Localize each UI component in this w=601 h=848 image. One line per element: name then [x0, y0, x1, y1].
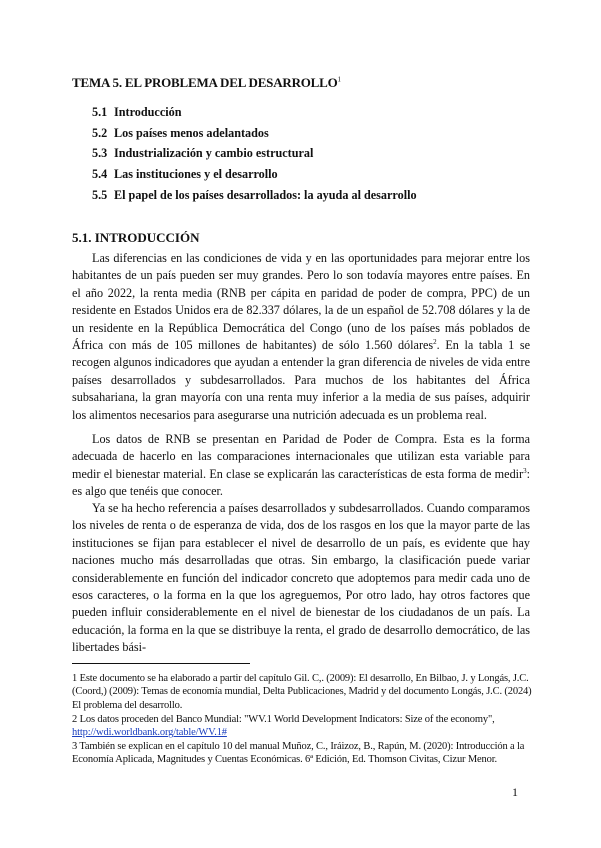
footnote-separator [72, 663, 250, 664]
footnote-marker: 3 [523, 466, 527, 475]
chapter-title: TEMA 5. EL PROBLEMA DEL DESARROLLO$^1$ [72, 75, 341, 90]
section-heading: 5.1. INTRODUCCIÓN [72, 230, 200, 245]
toc-item: 5.2 Los países menos adelantados [92, 125, 269, 140]
footnote-link[interactable]: http://wdi.worldbank.org/table/WV.1# [72, 727, 227, 739]
paragraph-2: Los datos de RNB se presentan en Paridad de Poder de Compra. Esta es la forma adecuada de hacerlo en las comparaciones internacionales que utilizan esta variable para medir el bienestar material. En clase se explicarán las características de esta forma de medir$^3$: es algo que tenéis que conocer. [72, 432, 530, 499]
toc-item: 5.5 El papel de los países desarrollados: la ayuda al desarrollo [92, 187, 417, 202]
paragraph-3: Ya se ha hecho referencia a países desarrollados y subdesarrollados. Cuando comparamos los niveles de renta o de esperanza de vida, dos de los rasgos en los que la mayor parte de las instituciones se fijan para establecer el nivel de desarrollo de un país, es evidente que hay naciones mucho más desarrolladas que otras. Sin embargo, la clasificación puede variar considerablemente en función del indicador concreto que adoptemos para medir cada uno de esos caracteres, o la forma en la que los agreguemos, Por otro lado, hay otros factores que pueden influir considerablemente en el nivel de bienestar de los ciudadanos de un país. La educación, la forma en la que se distribuye la renta, el grado de desarrollo democrático, de las libertades bási- [72, 501, 530, 655]
footnote-3: 3 También se explican en el capítulo 10 del manual Muñoz, C., Iráizoz, B., Rapún, M. (2020): Introducción a la Economía Aplicada, Magnitudes y Cuentas Económicas. 6ª Edición, Ed. Thomson Civitas, Cizur Menor. [72, 741, 525, 766]
page-number: 1 [512, 785, 518, 799]
footnote-marker: 2 [433, 337, 437, 346]
footnote-1: 1 Este documento se ha elaborado a partir del capítulo Gil. C,. (2009): El desarrollo, En Bilbao, J. y Longás, J.C. (Coord,) (2009): Temas de economía mundial, Delta Publicaciones, Madrid y del documento Longás, J.C. (2024) El problema del desarrollo. [72, 673, 532, 711]
table-of-contents [92, 105, 417, 208]
title-footnote-marker: 1 [337, 75, 341, 84]
footnote-2: 2 Los datos proceden del Banco Mundial: "WV.1 World Development Indicators: Size of the economy", http://wdi.worldbank.org/table/WV.1# [72, 714, 495, 739]
toc-item: 5.3 Industrialización y cambio estructural [92, 146, 314, 161]
toc-item: 5.4 Las instituciones y el desarrollo [92, 167, 278, 182]
paragraph-1: Las diferencias en las condiciones de vida y en las oportunidades para mejorar entre los habitantes de un país pueden ser muy grandes. Pero lo son todavía mayores entre países. En el año 2022, la renta media (RNB per cápita en paridad de poder de compra, PPC) de un residente en Estados Unidos era de 82.337 dólares, la de un español de 52.708 dólares y la de un residente en la República Democrática del Congo (uno de los países más poblados de África con más de 105 millones de habitantes) de sólo 1.560 dólares$^2$. En la tabla 1 se recogen algunos indicadores que ayudan a entender la gran diferencia de niveles de vida entre países desarrollados y subdesarrollados. Para muchos de los habitantes del África subsahariana, la gran mayoría con una renta muy inferior a la media de sus países, adquirir los alimentos necesarios para asegurarse una nutrición adecuada es un problema real. [72, 251, 531, 422]
toc-item: 5.1 Introducción [92, 105, 182, 119]
